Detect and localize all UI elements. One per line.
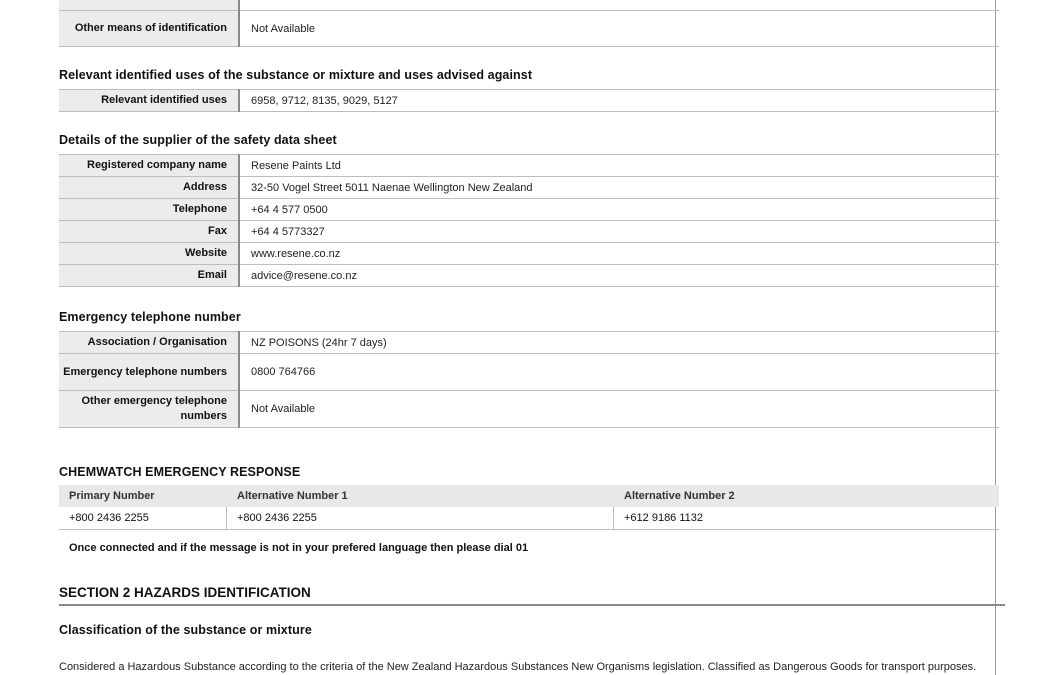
chemwatch-value: +800 2436 2255 [227,507,614,529]
supplier-row-label: Fax [59,221,239,243]
supplier-row-label: Registered company name [59,155,239,177]
supplier-row-label: Email [59,265,239,287]
supplier-row-label: Address [59,177,239,199]
supplier-row-value: 32-50 Vogel Street 5011 Naenae Wellington New Zealand [239,177,999,199]
supplier-row-value: +64 4 577 0500 [239,199,999,221]
relevant-uses-label: Relevant identified uses [59,90,239,112]
emergency-row-label: Other emergency telephone numbers [59,391,239,428]
section-2-title: SECTION 2 HAZARDS IDENTIFICATION [59,585,311,600]
emergency-heading: Emergency telephone number [59,310,241,324]
emergency-row-value: NZ POISONS (24hr 7 days) [239,332,999,354]
relevant-uses-value: 6958, 9712, 8135, 9029, 5127 [239,90,999,112]
other-means-value: Not Available [239,11,999,47]
chemwatch-column-header: Primary Number [69,490,155,502]
chemwatch-column-header: Alternative Number 2 [624,490,735,502]
emergency-row-label: Association / Organisation [59,332,239,354]
supplier-row-value: www.resene.co.nz [239,243,999,265]
classification-paragraph: Considered a Hazardous Substance according to the criteria of the New Zealand Hazardous Substances New Organisms legislation. Classified as Dangerous Goods for transport purposes. [59,661,977,673]
emergency-row-value: 0800 764766 [239,354,999,391]
supplier-row-value: +64 4 5773327 [239,221,999,243]
supplier-row-label: Telephone [59,199,239,221]
chemwatch-value: +612 9186 1132 [624,512,704,524]
supplier-heading: Details of the supplier of the safety data sheet [59,133,337,147]
classification-heading: Classification of the substance or mixture [59,623,312,637]
identification-partial-label [59,0,239,11]
identification-table [59,0,999,47]
identification-partial-value [239,0,999,11]
emergency-row-label: Emergency telephone numbers [59,354,239,391]
relevant-uses-heading: Relevant identified uses of the substance or mixture and uses advised against [59,68,533,82]
chemwatch-value: +800 2436 2255 [59,507,227,529]
emergency-row-value: Not Available [239,391,999,428]
supplier-table [59,154,999,287]
relevant-uses-table [59,89,999,112]
supplier-row-label: Website [59,243,239,265]
emergency-table [59,331,999,428]
other-means-label: Other means of identification [59,11,239,47]
section-divider [59,604,1005,606]
chemwatch-note: Once connected and if the message is not in your prefered language then please dial 01 [69,542,529,554]
chemwatch-column-header: Alternative Number 1 [237,490,348,502]
chemwatch-value-row [59,507,999,530]
supplier-row-value: advice@resene.co.nz [239,265,999,287]
chemwatch-header-row [59,485,999,507]
chemwatch-heading: CHEMWATCH EMERGENCY RESPONSE [59,465,301,479]
supplier-row-value: Resene Paints Ltd [239,155,999,177]
chemwatch-table [59,485,999,530]
